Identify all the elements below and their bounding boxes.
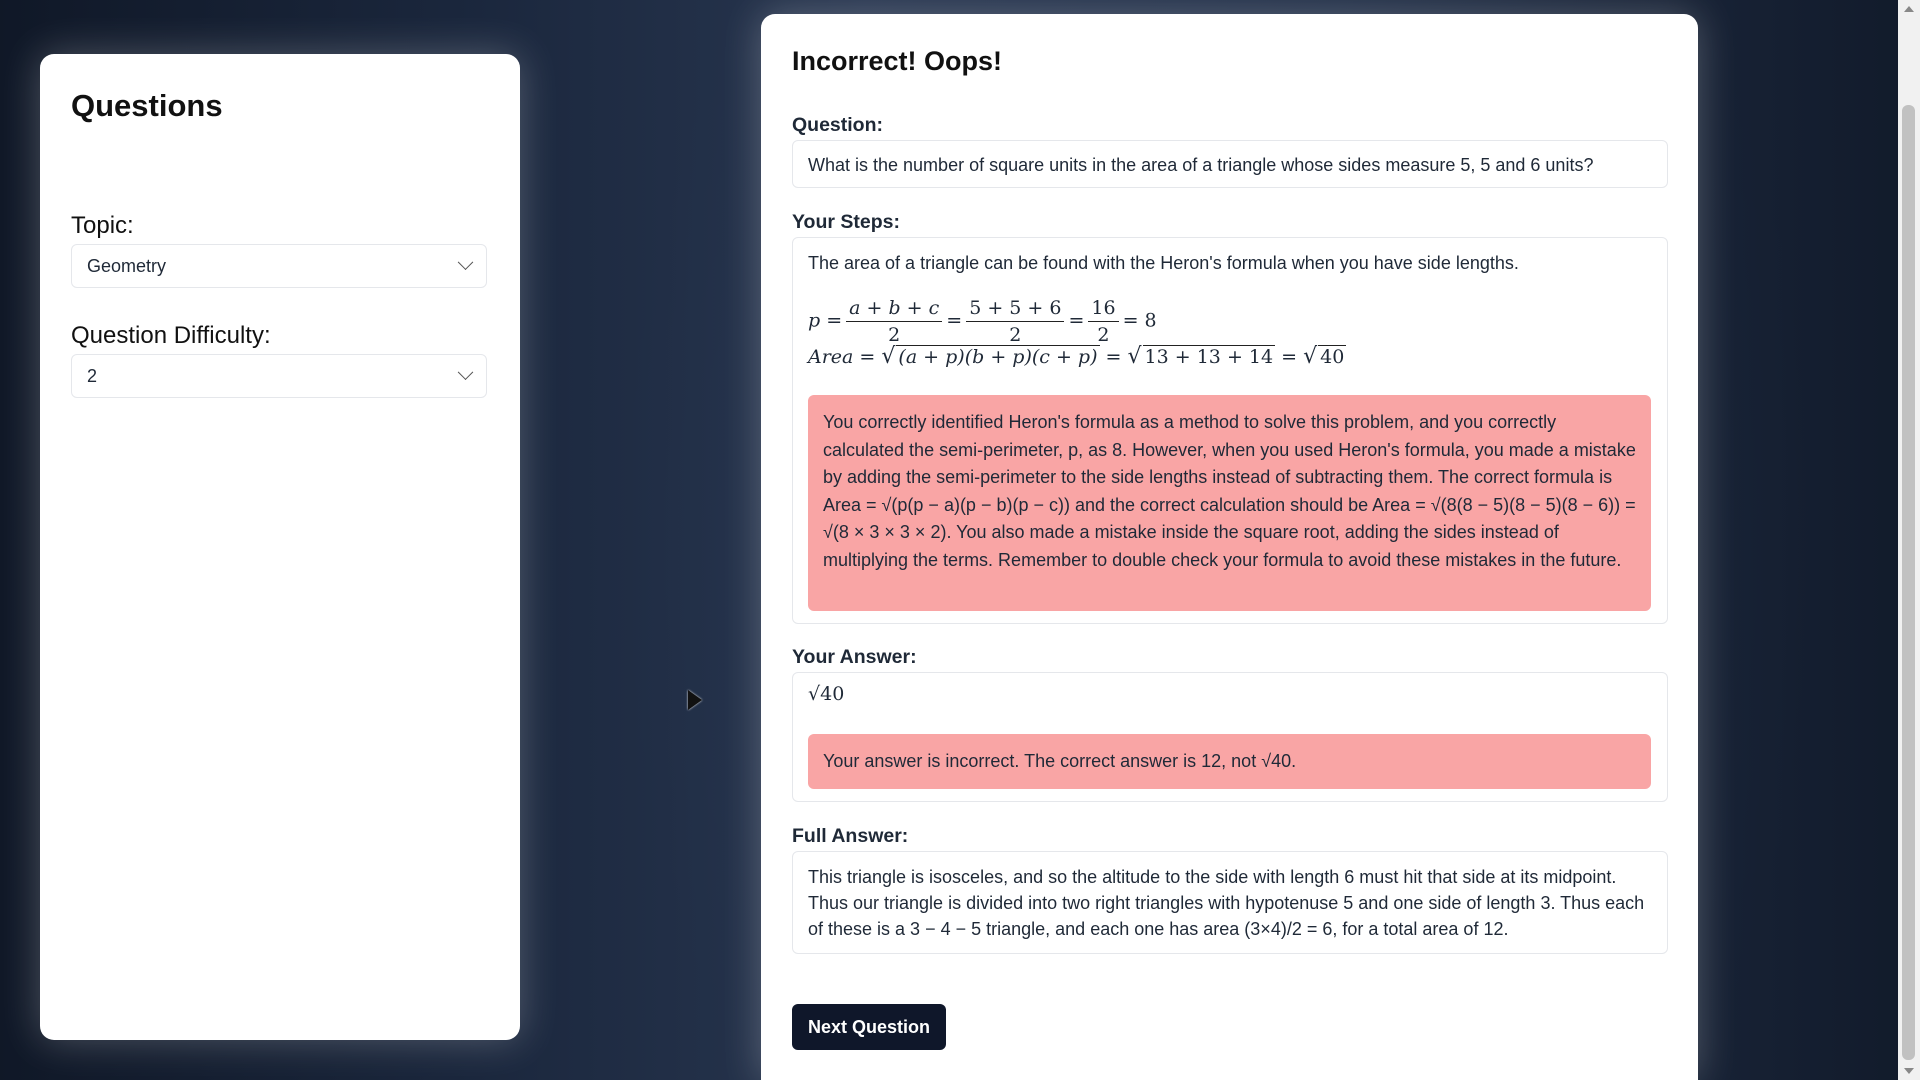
difficulty-value: 2: [87, 365, 98, 386]
full-answer-text: This triangle is isosceles, and so the altitude to the side with length 6 must hit that side at its midpoint. Thus our triangle is divided into two right triangles with hypotenuse 5 and one side of length 3. Thus each of these is a 3 − 4 − 5 triangle, and each one has area (3×4)/2 = 6, for a total area of 12.: [808, 867, 1645, 939]
question-label: Question:: [792, 114, 883, 136]
questions-panel: [40, 54, 520, 1040]
question-box: [792, 140, 1668, 188]
scroll-down-icon[interactable]: [1904, 1068, 1914, 1074]
full-answer-label: Full Answer:: [792, 825, 909, 847]
result-panel: [761, 14, 1698, 1080]
answer-box: [792, 672, 1668, 802]
difficulty-label: Question Difficulty:: [71, 322, 271, 349]
question-text: What is the number of square units in the area of a triangle whose sides measure 5, 5 and 6 units?: [808, 155, 1594, 175]
steps-box: [792, 237, 1668, 624]
next-question-button[interactable]: Next Question: [792, 1004, 946, 1050]
topic-value: Geometry: [87, 255, 167, 276]
answer-feedback: Your answer is incorrect. The correct answer is 12, not √40.: [808, 734, 1651, 789]
chevron-down-icon: [458, 364, 474, 380]
steps-equation-p: p = $\frac{a + b + c}{2}$ = $\frac{5 + 5 + 6}{2}$ = $\frac{16}{2}$ = 8: [808, 297, 1157, 346]
chevron-down-icon: [458, 254, 474, 270]
scrollbar-thumb[interactable]: [1902, 105, 1915, 1060]
topic-select[interactable]: [71, 244, 487, 288]
scroll-up-icon[interactable]: [1904, 6, 1914, 12]
steps-feedback: You correctly identified Heron's formula as a method to solve this problem, and you correctly calculated the semi-perimeter, p, as 8. However, when you used Heron's formula, you made a mistake by adding the semi-perimeter to the side lengths instead of subtracting them. The correct formula is Area = √(p(p − a)(p − b)(p − c)) and the correct calculation should be Area = √(8(8 − 5)(8 − 5)(8 − 6)) = √(8 × 3 × 3 × 2). You also made a mistake inside the square root, adding the sides instead of multiplying the terms. Remember to double check your formula to avoid these mistakes in the future.: [808, 395, 1651, 611]
full-answer-box: [792, 851, 1668, 954]
answer-value: √40: [808, 683, 845, 705]
answer-label: Your Answer:: [792, 646, 917, 668]
steps-equation-area: Area = √ (a + p)(b + p)(c + p) = √ 13 + 13 + 14 = √ 40: [808, 344, 1345, 369]
topic-label: Topic:: [71, 212, 134, 239]
steps-label: Your Steps:: [792, 211, 900, 233]
result-title: Incorrect! Oops!: [792, 46, 1003, 76]
mouse-cursor-icon: [688, 690, 702, 710]
panel-title: Questions: [71, 88, 223, 123]
difficulty-select[interactable]: [71, 354, 487, 398]
scrollbar[interactable]: [1898, 0, 1920, 1080]
steps-intro: The area of a triangle can be found with the Heron's formula when you have side lengths.: [808, 253, 1519, 273]
